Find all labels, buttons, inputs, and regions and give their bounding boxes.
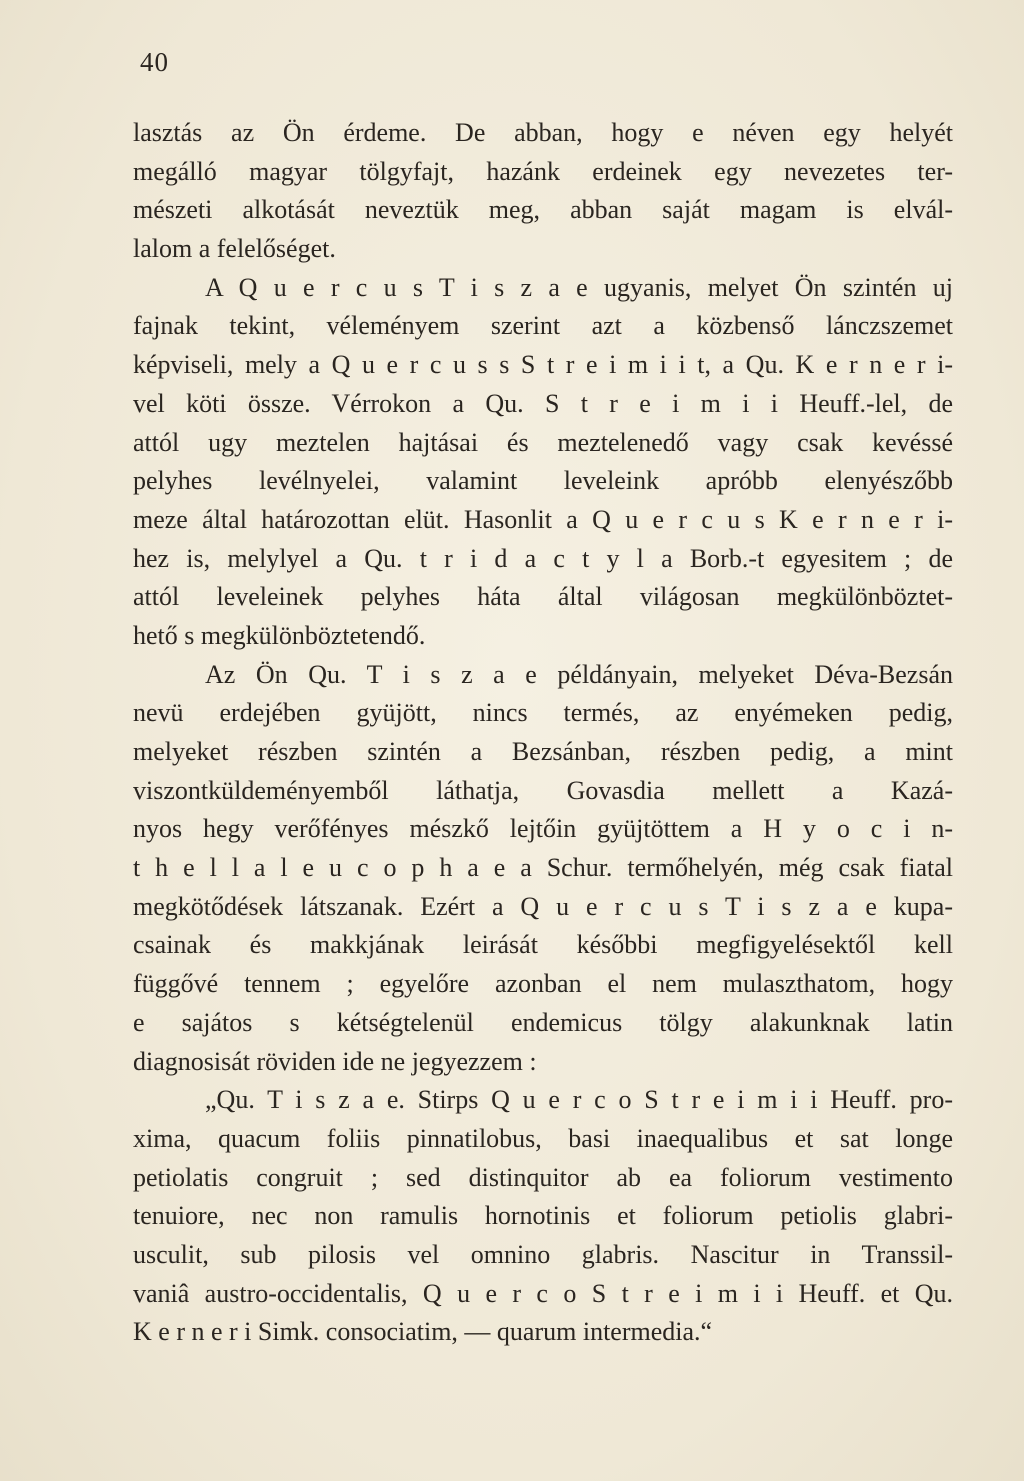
text-line: vaniâ austro-occidentalis, Q u e r c o S t r e i m i i Heuff. et Qu. [133,1278,953,1308]
text-line: xima, quacum foliis pinnatilobus, basi inaequalibus et sat longe [133,1123,953,1153]
text-line: Az Ön Qu. T i s z a e példányain, melyeket Déva-Bezsán [205,659,953,689]
page-number: 40 [140,47,169,77]
body-text [133,114,953,1352]
text-line: fajnak tekint, véleményem szerint azt a közbenső lánczszemet [133,311,953,341]
text-line: megkötődések látszanak. Ezért a Q u e r c u s T i s z a e kupa- [133,891,953,921]
text-line: tenuiore, nec non ramulis hornotinis et foliorum petiolis glabri- [133,1201,953,1231]
text-line: függővé tennem ; egyelőre azonban el nem mulaszthatom, hogy [133,969,953,999]
text-line: pelyhes levélnyelei, valamint leveleink apróbb elenyészőbb [133,466,953,496]
text-line: mészeti alkotását neveztük meg, abban saját magam is elvál- [133,195,953,225]
text-line: nyos hegy verőfényes mészkő lejtőin gyüjtöttem a H y o c i n- [133,814,953,844]
text-line: usculit, sub pilosis vel omnino glabris. Nascitur in Transsil- [133,1239,953,1269]
text-line: nevü erdejében gyüjött, nincs termés, az enyémeken pedig, [133,698,953,728]
text-line: viszontküldeményemből láthatja, Govasdia mellett a Kazá- [133,775,953,805]
text-line: A Q u e r c u s T i s z a e ugyanis, melyet Ön szintén uj [205,272,953,302]
text-line: K e r n e r i Simk. consociatim, — quarum intermedia.“ [133,1317,713,1347]
text-line: t h e l l a l e u c o p h a e a Schur. termőhelyén, még csak fiatal [133,853,953,883]
text-line: attól leveleinek pelyhes háta által világosan megkülönböztet- [133,582,953,612]
text-line: melyeket részben szintén a Bezsánban, részben pedig, a mint [133,737,953,766]
text-line: lalom a felelőséget. [133,234,336,264]
text-line: képviseli, mely a Q u e r c u s s S t r e i m i i t, a Qu. K e r n e r i- [133,350,953,380]
text-line: hető s megkülönböztetendő. [133,620,426,650]
text-line: attól ugy meztelen hajtásai és meztelenedő vagy csak kevéssé [133,427,953,457]
text-line: csainak és makkjának leirását későbbi megfigyelésektől kell [133,930,953,960]
text-line: vel köti össze. Vérrokon a Qu. S t r e i m i i Heuff.-lel, de [133,388,953,418]
text-line: megálló magyar tölgyfajt, hazánk erdeinek egy nevezetes ter- [133,156,953,186]
text-line: e sajátos s kétségtelenül endemicus tölgy alakunknak latin [133,1007,953,1037]
text-line: meze által határozottan elüt. Hasonlit a Q u e r c u s K e r n e r i- [133,504,953,534]
text-line: petiolatis congruit ; sed distinquitor ab ea foliorum vestimento [133,1162,953,1192]
text-line: lasztás az Ön érdeme. De abban, hogy e néven egy helyét [133,118,953,147]
text-line: hez is, melylyel a Qu. t r i d a c t y l a Borb.-t egyesitem ; de [133,543,953,573]
text-line: diagnosisát röviden ide ne jegyezzem : [133,1046,537,1076]
text-line: „Qu. T i s z a e. Stirps Q u e r c o S t r e i m i i Heuff. pro- [205,1085,953,1115]
